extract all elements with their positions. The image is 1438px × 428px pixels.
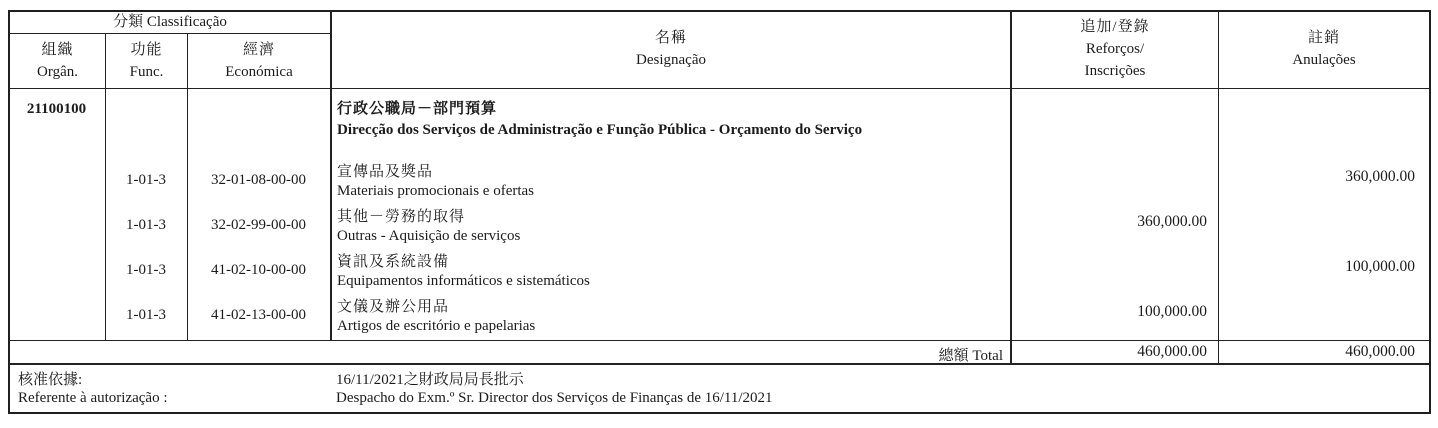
row-functional-code: 1-01-3 [126,262,166,278]
header-designation-zh: 名稱 [654,30,687,46]
authorization-label-zh: 核准依據: [18,372,83,388]
header-organic-zh: 組織 [41,41,74,58]
authorization-value-pt: Despacho do Exm.º Sr. Director dos Serviços de Finanças de 16/11/2021 [336,390,773,406]
header-cancellations-zh: 註銷 [1307,30,1340,46]
header-col-organic [10,34,105,87]
organization-title-pt: Direcção dos Serviços de Administração e Função Pública - Orçamento do Serviço [337,122,863,138]
row-economic-code: 32-02-99-00-00 [211,217,306,233]
header-economic-pt: Económica [225,63,293,80]
row-cancellation-amount: 360,000.00 [1345,168,1415,185]
header-functional-zh: 功能 [130,41,163,58]
row-economic-code: 41-02-10-00-00 [211,262,306,278]
total-reinforcement-amount: 460,000.00 [1137,343,1207,360]
grid-line [8,88,1429,89]
header-classification-label: 分類 Classificação [113,14,227,30]
header-functional-pt: Func. [129,63,164,80]
row-designation-zh: 宣傳品及獎品 [337,164,434,180]
row-designation-pt: Materiais promocionais e ofertas [337,183,535,199]
row-economic-code: 32-01-08-00-00 [211,172,306,188]
header-classification [10,11,330,33]
total-cancellation-amount: 460,000.00 [1345,343,1415,360]
header-reinforcements-zh: 追加/登錄 [1080,19,1150,35]
row-functional-code: 1-01-3 [126,307,166,323]
total-label: 總額 Total [938,348,1003,364]
row-designation-pt: Artigos de escritório e papelarias [337,318,536,334]
header-col-economic [188,34,330,87]
organization-code: 21100100 [26,101,87,117]
header-reinforcements-pt2: Inscrições [1084,63,1146,79]
row-designation-zh: 文儀及辦公用品 [337,299,450,315]
header-reinforcements-pt1: Reforços/ [1085,41,1145,57]
row-designation-pt: Equipamentos informáticos e sistemáticos [337,273,590,289]
row-reinforcement-amount: 100,000.00 [1137,303,1207,320]
header-col-designation [332,11,1010,87]
row-functional-code: 1-01-3 [126,172,166,188]
row-reinforcement-amount: 360,000.00 [1137,213,1207,230]
row-economic-code: 41-02-13-00-00 [211,307,306,323]
authorization-label-pt: Referente à autorização : [18,390,168,406]
header-economic-zh: 經濟 [242,41,275,58]
header-cancellations-pt: Anulações [1292,52,1356,68]
header-col-reinforcements [1012,11,1218,87]
row-functional-code: 1-01-3 [126,217,166,233]
row-designation-zh: 資訊及系統設備 [337,254,450,270]
row-designation-zh: 其他－勞務的取得 [337,209,466,225]
header-designation-pt: Designação [636,52,706,68]
header-organic-pt: Orgân. [37,63,78,80]
row-designation-pt: Outras - Aquisição de serviços [337,228,521,244]
organization-title-zh: 行政公職局－部門預算 [337,101,498,117]
grid-line [8,340,1429,341]
header-col-functional [106,34,187,87]
authorization-value-zh: 16/11/2021之財政局局長批示 [336,372,524,388]
header-col-cancellations [1219,11,1429,87]
row-cancellation-amount: 100,000.00 [1345,258,1415,275]
